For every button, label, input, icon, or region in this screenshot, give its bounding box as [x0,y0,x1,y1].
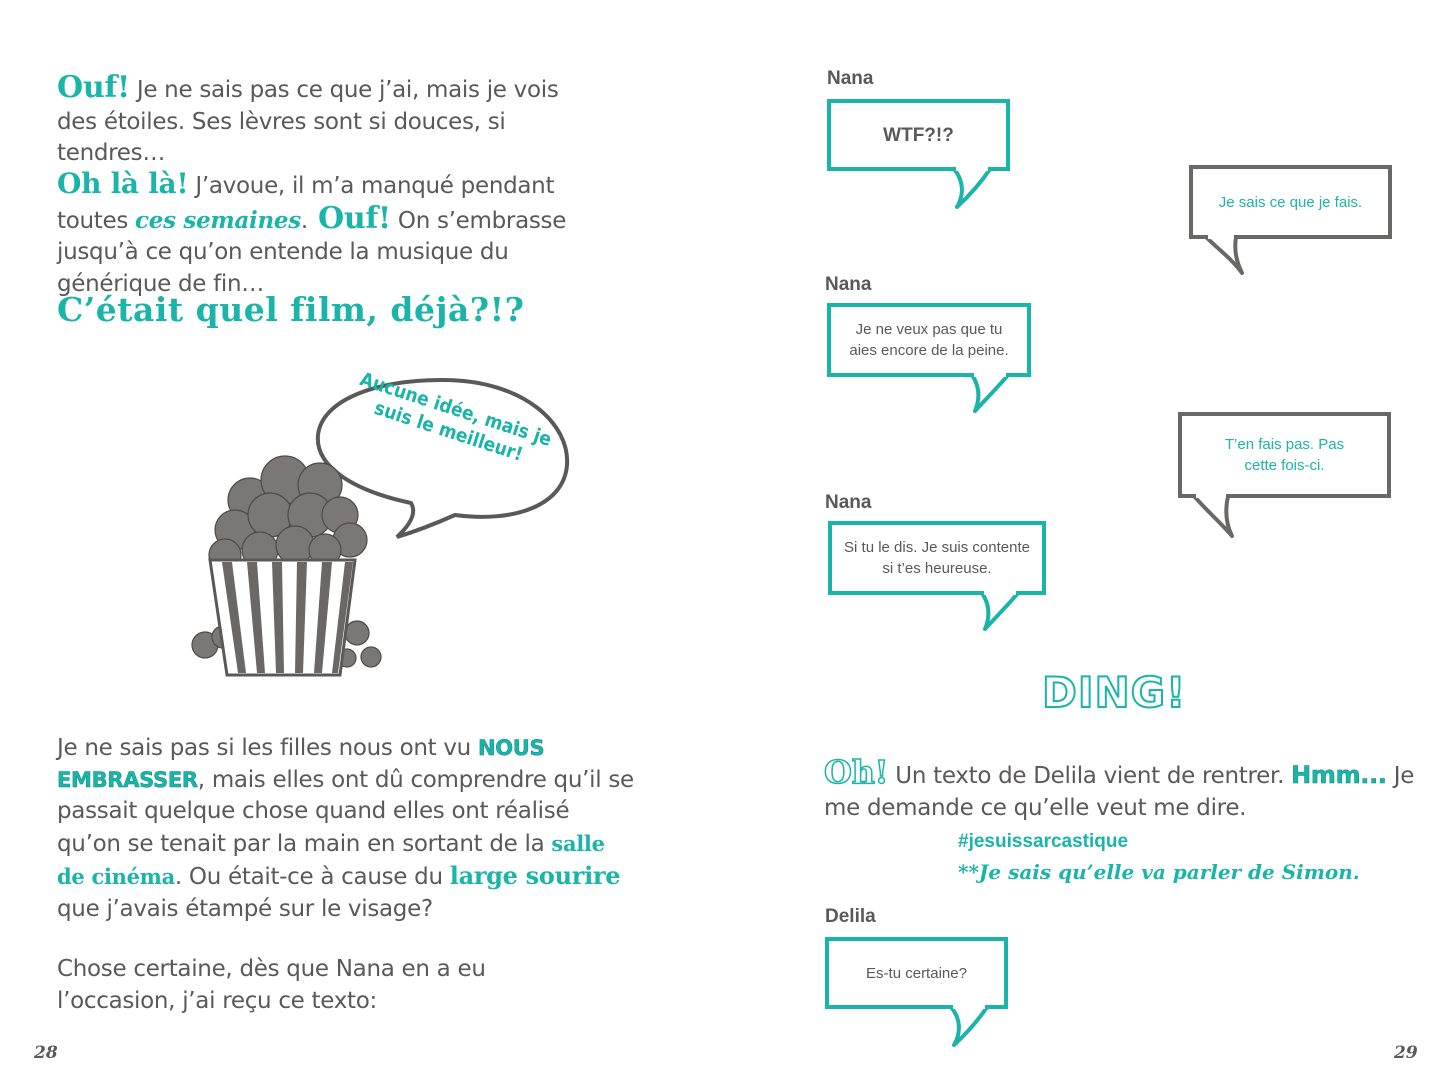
large-sourire-emphasis: large sourire [449,861,621,890]
page-number-right: 29 [1394,1043,1418,1063]
paragraph-3-text-a: Je ne sais pas si les filles nous ont vu [57,735,478,761]
paragraph-1-text: Je ne sais pas ce que j’ai, mais je vois des étoiles. Ses lèvres sont si douces, si tendres… [57,77,559,166]
right-paragraph [824,753,1424,824]
paragraph-2-text-a: J’avoue, il m’a manqué pendant toutes [57,173,555,234]
paragraph-3 [57,733,637,925]
right-paragraph-text-a: Un texto de Delila vient de rentrer. [888,763,1292,789]
sender-nana-1: Nana [827,68,874,89]
page-number-left: 28 [34,1043,58,1063]
right-paragraph-text-b: Je me demande ce qu’elle veut me dire. [824,763,1415,821]
message-bubble-2: Je sais ce que je fais. [1189,165,1392,239]
ohlala-exclamation: Oh là là! [57,167,189,200]
paragraph-4: Chose certaine, dès que Nana en a eu l’occasion, j’ai reçu ce texto: [57,956,486,1014]
speech-bubble-text: Aucune idée, mais je suis le meilleur! [357,368,555,466]
message-bubble-4: T’en fais pas. Pas cette fois-ci. [1178,412,1391,498]
ouf-exclamation-2: Ouf! [307,200,391,236]
ding-exclamation: DING! [1042,668,1187,717]
sender-nana-2: Nana [825,274,872,295]
paragraph-2-text-b: On s’embrasse jusqu’à ce qu’on entende la musique du générique de fin… [57,207,567,297]
paragraph-3-text-d: que j’avais étampé sur le visage? [57,895,433,922]
headline: C’était quel film, déjà?!? [57,290,525,329]
paragraph-1 [57,72,577,170]
nous-embrasser-emphasis: NOUS EMBRASSER [57,736,545,792]
hmm-emphasis: Hmm... [1291,761,1387,789]
message-bubble-5: Si tu le dis. Je suis contente si t’es heureuse. [828,521,1046,595]
paragraph-3-text-c: . Ou était-ce à cause du [174,864,450,890]
sender-delila: Delila [825,906,876,927]
popcorn-bucket [210,560,355,675]
oh-exclamation: Oh! [824,753,889,791]
left-page [0,0,722,1090]
paragraph-2 [57,168,617,300]
message-bubble-1: WTF?!? [827,99,1010,171]
paragraph-3-text-b: , mais elles ont dû comprendre qu’il se passait quelque chose quand elles ont réalisé qu’on se tenait par la main en sortant de la [57,766,634,857]
sender-nana-3: Nana [825,492,872,513]
paragraph-2-dot: . [300,207,308,234]
bubble-tail-6 [949,1005,989,1047]
right-page [722,0,1445,1090]
salle-de-cinema-emphasis: salle de cinéma [57,830,605,889]
bubble-tail-5 [980,591,1020,631]
aside-note: **Je sais qu’elle va parler de Simon. [958,860,1360,884]
bubble-tail-1 [952,167,992,209]
message-bubble-3: Je ne veux pas que tu aies encore de la peine. [827,303,1031,377]
bubble-tail-4 [1192,494,1236,538]
bubble-tail-3 [970,373,1010,413]
hashtag: #jesuissarcastique [958,831,1129,852]
message-bubble-6: Es-tu certaine? [825,937,1008,1009]
ouf-exclamation: Ouf! [57,70,130,105]
ces-semaines-emphasis: ces semaines [135,206,301,234]
bubble-tail-2 [1204,235,1244,275]
